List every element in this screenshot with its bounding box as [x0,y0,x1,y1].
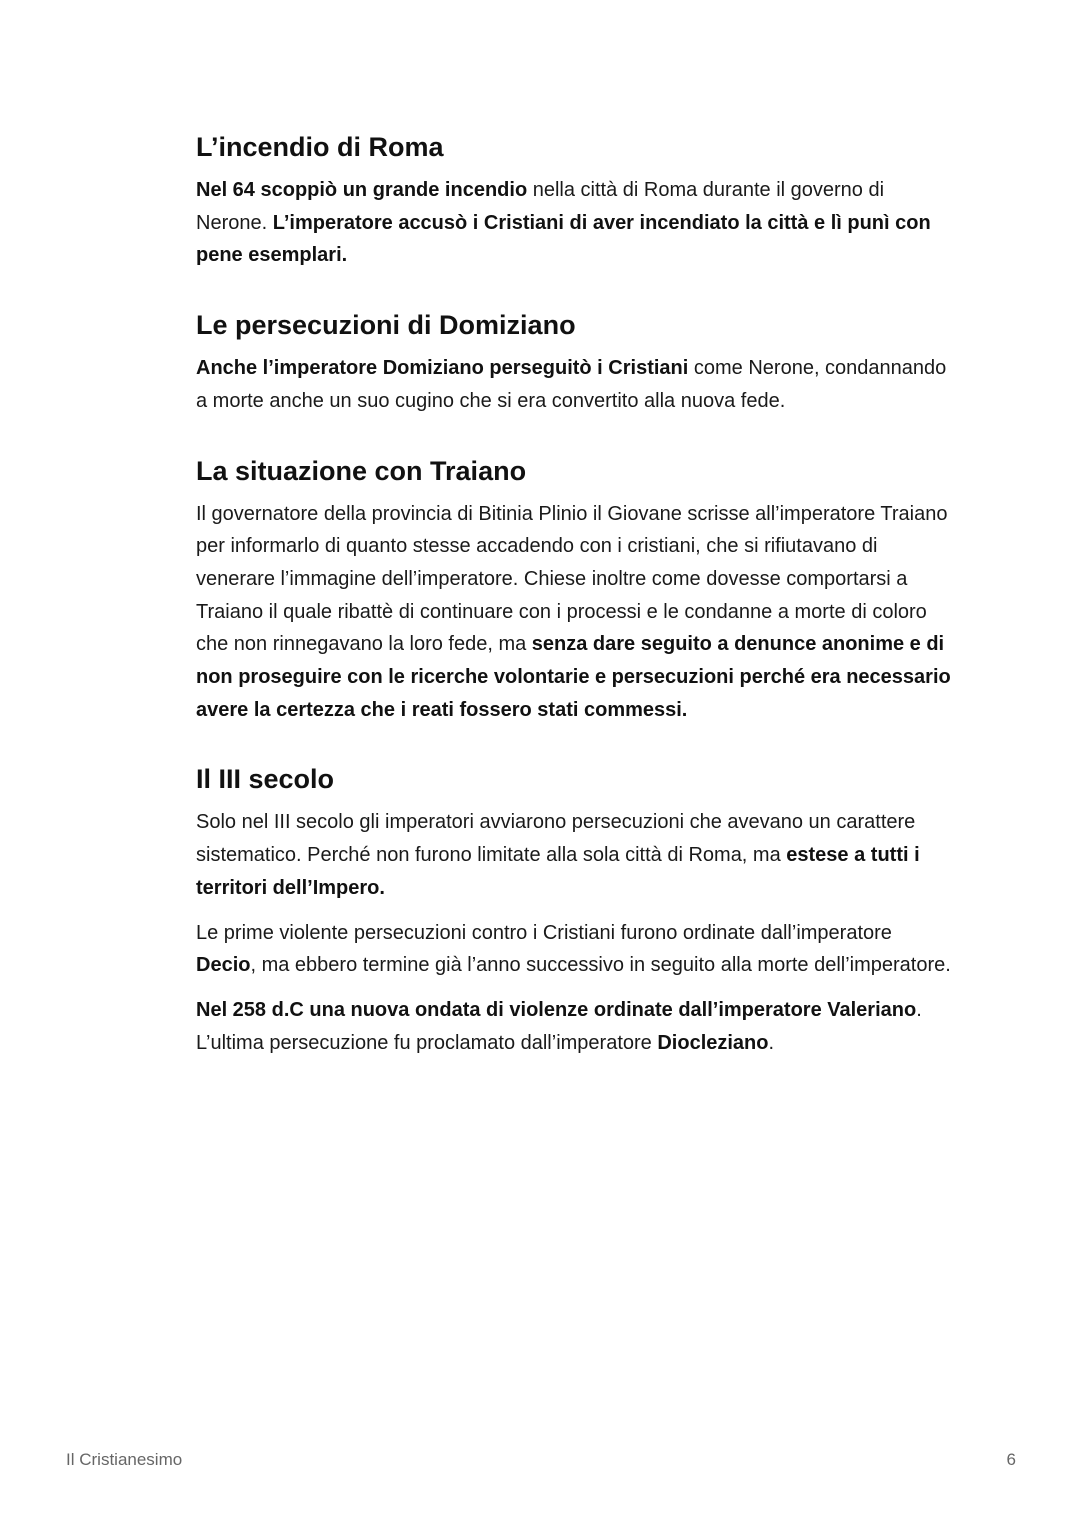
text-run-bold: Nel 258 d.C una nuova ondata di violenze ordinate dall’imperatore Valeriano [196,998,917,1021]
section-heading: Le persecuzioni di Domiziano [196,310,576,341]
section-heading: Il III secolo [196,764,335,795]
text-run: come Nerone, condannando a morte anche un suo cugino che si era convertito alla nuova fede. [196,357,947,412]
section-situazione-traiano [196,452,956,727]
text-run-bold: L’imperatore accusò i Cristiani di aver incendiato la città e lì punì con pene esemplari. [196,211,931,267]
section-persecuzioni-domiziano [196,306,956,417]
section-paragraph [196,806,956,904]
text-run: . L’ultima persecuzione fu proclamato dall’imperatore [196,998,922,1054]
page-content [196,128,956,1093]
text-run-bold: estese a tutti i territori dell’Impero. [196,844,920,899]
section-heading: L’incendio di Roma [196,132,444,162]
section-incendio-di-roma [196,128,956,272]
section-paragraph [196,917,956,982]
section-paragraph [196,498,956,727]
section-paragraph [196,352,956,417]
text-run: nella città di Roma durante il governo di Nerone. [196,179,885,234]
footer-page-number: 6 [1006,1450,1016,1469]
text-run: , ma ebbero termine già l’anno successivo in seguito alla morte dell’imperatore. [250,954,951,977]
text-run-bold: Nel 64 scoppiò un grande incendio [196,179,528,201]
text-run-bold: Diocleziano [657,1031,769,1054]
text-run-bold: Anche l’imperatore Domiziano perseguitò i Cristiani [196,357,689,380]
text-run-bold: senza dare seguito a denunce anonime e di non proseguire con le ricerche volontarie e persecuzioni perché era necessario avere la certezza che i reati fossero stati commessi. [196,633,951,721]
text-run: Le prime violente persecuzioni contro i Cristiani furono ordinate dall’imperatore [196,921,892,944]
text-run-bold: Decio [196,954,251,977]
footer-document-title: Il Cristianesimo [66,1450,183,1469]
text-run: Solo nel III secolo gli imperatori avviarono persecuzioni che avevano un carattere sistematico. Perché non furono limitate alla sola città di Roma, ma [196,811,916,867]
section-paragraph [196,174,956,272]
section-paragraph [196,994,956,1059]
section-heading: La situazione con Traiano [196,455,527,486]
text-run: Il governatore della provincia di Bitinia Plinio il Giovane scrisse all’imperatore Traiano per informarlo di quanto stesse accadendo con i cristiani, che si rifiutavano di venerare l’immagine dell’imperatore. Chiese inoltre come dovesse comportarsi a Traiano il quale ribattè di continuare con i processi e le condanne a morte di coloro che non rinnegavano la loro fede, ma [196,502,948,656]
section-iii-secolo [196,760,956,1059]
text-run: . [768,1031,775,1054]
